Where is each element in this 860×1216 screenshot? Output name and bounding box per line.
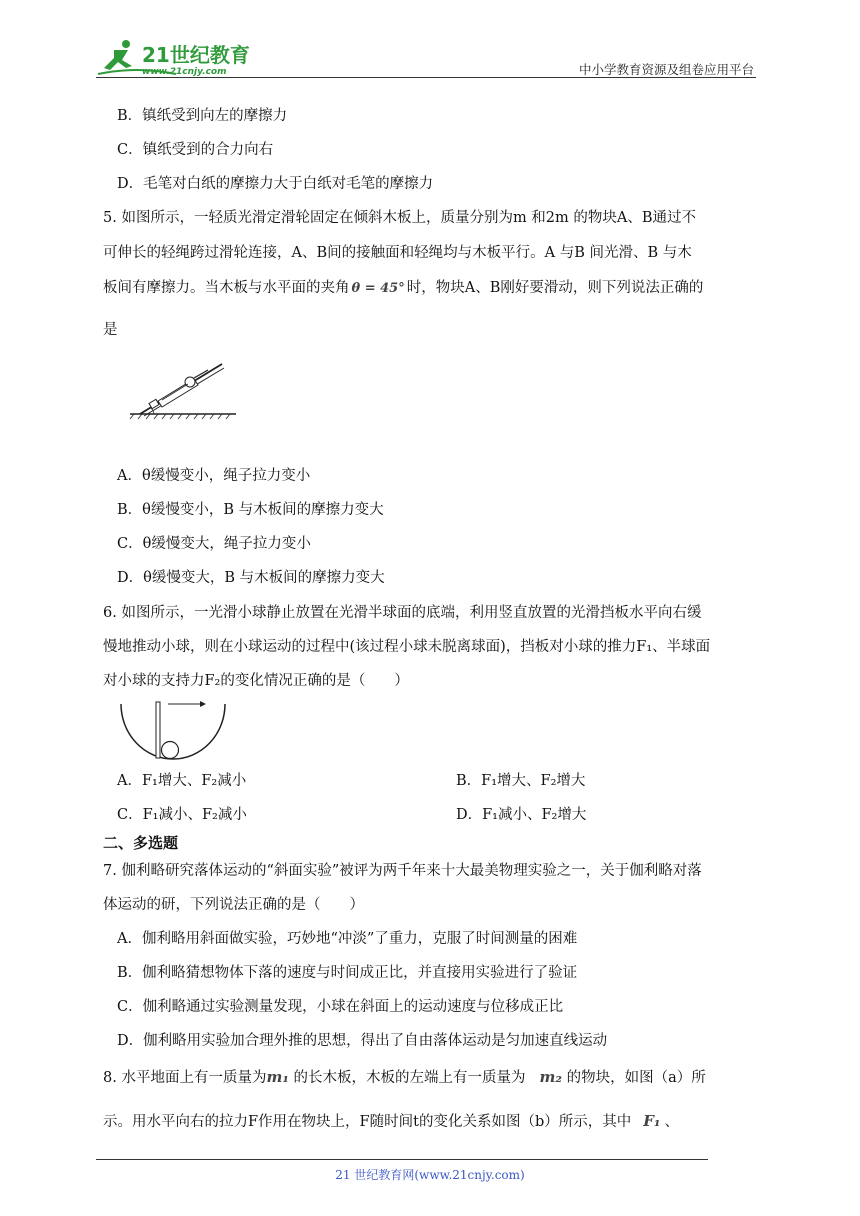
q8-text-line1a: 8. 水平地面上有一质量为 [103, 1070, 267, 1086]
q6-option-d: D．F₁减小、F₂增大 [456, 807, 587, 823]
q6-text-line2: 慢地推动小球，则在小球运动的过程中(该过程小球未脱离球面)，挡板对小球的推力F₁、半球面 [103, 639, 711, 655]
q5-option-c: C．θ缓慢变大，绳子拉力变小 [117, 536, 311, 552]
footer-text: 21 世纪教育网(www.21cnjy.com) [335, 1168, 525, 1182]
m2-symbol: m₂ [539, 1068, 562, 1086]
q5-text-line3b: 时，物块A、B刚好要滑动，则下列说法正确的 [406, 280, 704, 296]
q4-option-d: D．毛笔对白纸的摩擦力大于白纸对毛笔的摩擦力 [117, 176, 434, 192]
q5-text-line4: 是 [103, 322, 118, 338]
q4-option-c: C．镇纸受到的合力向右 [117, 142, 274, 158]
q7-option-a: A．伽利略用斜面做实验，巧妙地“冲淡”了重力，克服了时间测量的困难 [117, 931, 578, 947]
section-title-multiple-choice: 二、多选题 [103, 834, 179, 852]
svg-text:21世纪教育: 21世纪教育 [142, 43, 250, 67]
footer-divider [96, 1159, 708, 1160]
q8-text-line1c: 的物块，如图（a）所 [561, 1070, 706, 1086]
q7-option-b: B．伽利略猜想物体下落的速度与时间成正比，并直接用实验进行了验证 [117, 965, 578, 981]
q6-option-c: C．F₁减小、F₂减小 [117, 807, 247, 823]
theta-expression: θ = 45° [351, 281, 405, 296]
q5-text-line3a: 板间有摩擦力。当木板与水平面的夹角 [103, 280, 350, 296]
q5-text-line3 [103, 278, 703, 299]
q4-option-b: B．镇纸受到向左的摩擦力 [117, 108, 288, 124]
runner-logo-icon [96, 36, 256, 80]
q8-text-line2b: 、 [664, 1114, 679, 1130]
q8-text-line1 [103, 1067, 706, 1088]
svg-text:www.21cnjy.com: www.21cnjy.com [142, 67, 227, 77]
q5-text-line2: 可伸长的轻绳跨过滑轮连接，A、B间的接触面和轻绳均与木板平行。A 与B 间光滑、B 与木 [103, 245, 692, 261]
q7-option-d: D．伽利略用实验加合理外推的思想，得出了自由落体运动是匀加速直线运动 [117, 1033, 608, 1049]
q5-option-a: A．θ缓慢变小，绳子拉力变小 [117, 468, 311, 484]
m1-symbol: m₁ [266, 1068, 289, 1086]
q7-text-line1: 7. 伽利略研究落体运动的“斜面实验”被评为两千年来十大最美物理实验之一，关于伽利略对落 [103, 863, 702, 879]
q6-text-line3: 对小球的支持力F₂的变化情况正确的是（ ） [103, 673, 409, 689]
f1-symbol: F₁ [643, 1112, 661, 1130]
hemisphere-ball-figure [118, 700, 228, 762]
incline-pulley-figure [128, 360, 238, 420]
q5-option-d: D．θ缓慢变大，B 与木板间的摩擦力变大 [117, 570, 385, 586]
header-divider [96, 77, 756, 78]
q8-text-line2a: 示。用水平向右的拉力F作用在物块上，F随时间t的变化关系如图（b）所示，其中 [103, 1114, 632, 1130]
q8-text-line1b: 的长木板，木板的左端上有一质量为 [288, 1070, 526, 1086]
q6-option-b: B．F₁增大、F₂增大 [456, 773, 586, 789]
q8-text-line2 [103, 1111, 679, 1132]
q5-option-b: B．θ缓慢变小，B 与木板间的摩擦力变大 [117, 502, 384, 518]
site-logo [96, 36, 256, 80]
header-platform-text: 中小学教育资源及组卷应用平台 [578, 62, 754, 77]
q7-option-c: C．伽利略通过实验测量发现，小球在斜面上的运动速度与位移成正比 [117, 999, 564, 1015]
q5-text-line1: 5. 如图所示，一轻质光滑定滑轮固定在倾斜木板上，质量分别为m 和2m 的物块A、B通过不 [103, 210, 697, 226]
q6-option-a: A．F₁增大、F₂减小 [117, 773, 247, 789]
q6-text-line1: 6. 如图所示，一光滑小球静止放置在光滑半球面的底端，利用竖直放置的光滑挡板水平向右缓 [103, 605, 702, 621]
q7-text-line2: 体运动的研，下列说法正确的是（ ） [103, 897, 364, 913]
